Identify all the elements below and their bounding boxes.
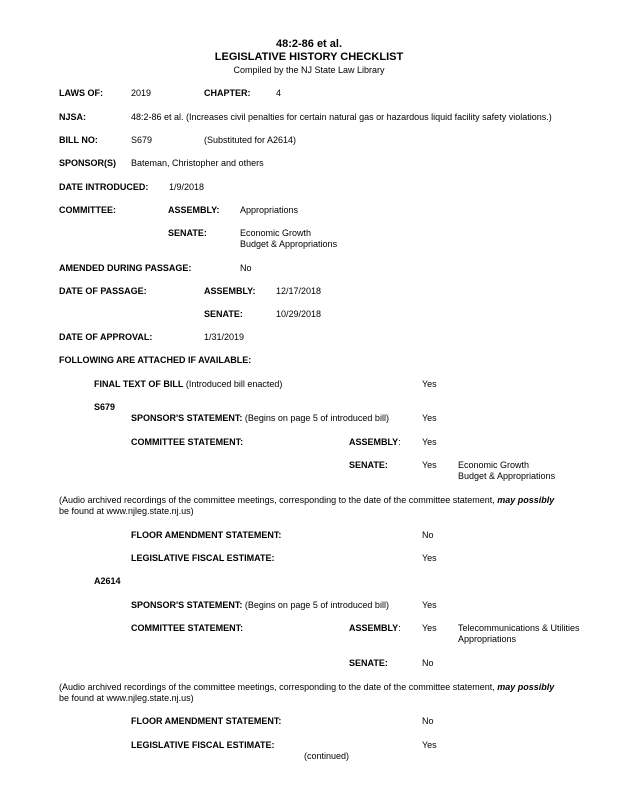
a2614-committee-assembly-name-2: Appropriations: [458, 634, 517, 644]
sponsor-label: SPONSOR(S): [59, 158, 117, 168]
a2614-committee-senate-label: SENATE:: [349, 658, 388, 668]
chapter-label: CHAPTER:: [204, 88, 251, 98]
laws-of-label: LAWS OF:: [59, 88, 103, 98]
s679-sponsor-statement-row: [131, 413, 389, 424]
s679-committee-assembly-row: ASSEMBLY:: [349, 437, 401, 447]
passage-senate-label: SENATE:: [204, 309, 243, 319]
s679-committee-assembly-value: Yes: [422, 437, 437, 447]
amended-value: No: [240, 263, 252, 273]
passage-senate-value: 10/29/2018: [276, 309, 322, 319]
audio-note-1-line-1: [59, 495, 554, 506]
audio-note-1-pre: (Audio archived recordings of the committee meetings, corresponding to the date of the committee statement,: [59, 495, 495, 505]
document-subtitle: LEGISLATIVE HISTORY CHECKLIST: [214, 51, 404, 63]
passage-assembly-label: ASSEMBLY:: [204, 286, 256, 296]
date-passage-label: DATE OF PASSAGE:: [59, 286, 147, 296]
date-introduced-value: 1/9/2018: [169, 182, 205, 192]
audio-note-2-line-2: be found at www.njleg.state.nj.us): [59, 693, 194, 703]
final-text-row: [94, 379, 282, 390]
committee-senate-value-1: Economic Growth: [240, 228, 312, 238]
a2614-fiscal-label: LEGISLATIVE FISCAL ESTIMATE:: [131, 740, 275, 750]
a2614-committee-assembly-label: ASSEMBLY: [349, 623, 399, 633]
a2614-fiscal-value: Yes: [422, 740, 437, 750]
njsa-value: 48:2-86 et al. (Increases civil penalties for certain natural gas or hazardous liquid facility safety violations.): [131, 112, 552, 122]
s679-fiscal-value: Yes: [422, 553, 437, 563]
committee-label: COMMITTEE:: [59, 205, 116, 215]
attached-heading: FOLLOWING ARE ATTACHED IF AVAILABLE:: [59, 355, 252, 365]
audio-note-2-emphasis: may possibly: [497, 682, 555, 692]
a2614-floor-label: FLOOR AMENDMENT STATEMENT:: [131, 716, 282, 726]
a2614-committee-assembly-name-1: Telecommunications & Utilities: [458, 623, 580, 633]
s679-sponsor-statement-label: SPONSOR'S STATEMENT:: [131, 413, 243, 423]
s679-floor-label: FLOOR AMENDMENT STATEMENT:: [131, 530, 282, 540]
laws-of-value: 2019: [131, 88, 152, 98]
final-text-note: (Introduced bill enacted): [185, 379, 283, 389]
a2614-sponsor-statement-label: SPONSOR'S STATEMENT:: [131, 600, 243, 610]
s679-committee-assembly-label: ASSEMBLY: [349, 437, 399, 447]
final-text-value: Yes: [422, 379, 437, 389]
amended-label: AMENDED DURING PASSAGE:: [59, 263, 192, 273]
s679-floor-value: No: [422, 530, 434, 540]
s679-committee-senate-label: SENATE:: [349, 460, 388, 470]
committee-assembly-label: ASSEMBLY:: [168, 205, 220, 215]
a2614-committee-senate-value: No: [422, 658, 434, 668]
a2614-committee-assembly-value: Yes: [422, 623, 437, 633]
s679-bill-heading: S679: [94, 402, 116, 412]
a2614-sponsor-statement-value: Yes: [422, 600, 437, 610]
a2614-sponsor-statement-row: [131, 600, 389, 611]
chapter-value: 4: [276, 88, 282, 98]
a2614-floor-value: No: [422, 716, 434, 726]
bill-no-note: (Substituted for A2614): [204, 135, 297, 145]
audio-note-1-line-2: be found at www.njleg.state.nj.us): [59, 506, 194, 516]
date-introduced-label: DATE INTRODUCED:: [59, 182, 149, 192]
s679-sponsor-statement-value: Yes: [422, 413, 437, 423]
njsa-label: NJSA:: [59, 112, 87, 122]
committee-senate-value-2: Budget & Appropriations: [240, 239, 338, 249]
s679-fiscal-label: LEGISLATIVE FISCAL ESTIMATE:: [131, 553, 275, 563]
s679-committee-statement-label: COMMITTEE STATEMENT:: [131, 437, 244, 447]
s679-sponsor-statement-note: (Begins on page 5 of introduced bill): [244, 413, 389, 423]
bill-no-value: S679: [131, 135, 153, 145]
s679-committee-senate-value: Yes: [422, 460, 437, 470]
a2614-sponsor-statement-note: (Begins on page 5 of introduced bill): [244, 600, 389, 610]
committee-senate-label: SENATE:: [168, 228, 207, 238]
s679-committee-senate-name-2: Budget & Appropriations: [458, 471, 556, 481]
date-approval-label: DATE OF APPROVAL:: [59, 332, 153, 342]
continued-note: (continued): [304, 751, 350, 761]
passage-assembly-value: 12/17/2018: [276, 286, 322, 296]
committee-assembly-value: Appropriations: [240, 205, 299, 215]
compiled-by: Compiled by the NJ State Law Library: [233, 65, 385, 75]
a2614-committee-assembly-row: ASSEMBLY:: [349, 623, 401, 633]
date-approval-value: 1/31/2019: [204, 332, 245, 342]
bill-no-label: BILL NO:: [59, 135, 98, 145]
sponsor-value: Bateman, Christopher and others: [131, 158, 264, 168]
a2614-bill-heading: A2614: [94, 576, 121, 586]
audio-note-2-line-1: [59, 682, 554, 693]
a2614-committee-statement-label: COMMITTEE STATEMENT:: [131, 623, 244, 633]
audio-note-2-pre: (Audio archived recordings of the committee meetings, corresponding to the date of the committee statement,: [59, 682, 495, 692]
final-text-label: FINAL TEXT OF BILL: [94, 379, 184, 389]
s679-committee-senate-name-1: Economic Growth: [458, 460, 530, 470]
audio-note-1-emphasis: may possibly: [497, 495, 555, 505]
document-title: 48:2-86 et al.: [275, 38, 343, 50]
